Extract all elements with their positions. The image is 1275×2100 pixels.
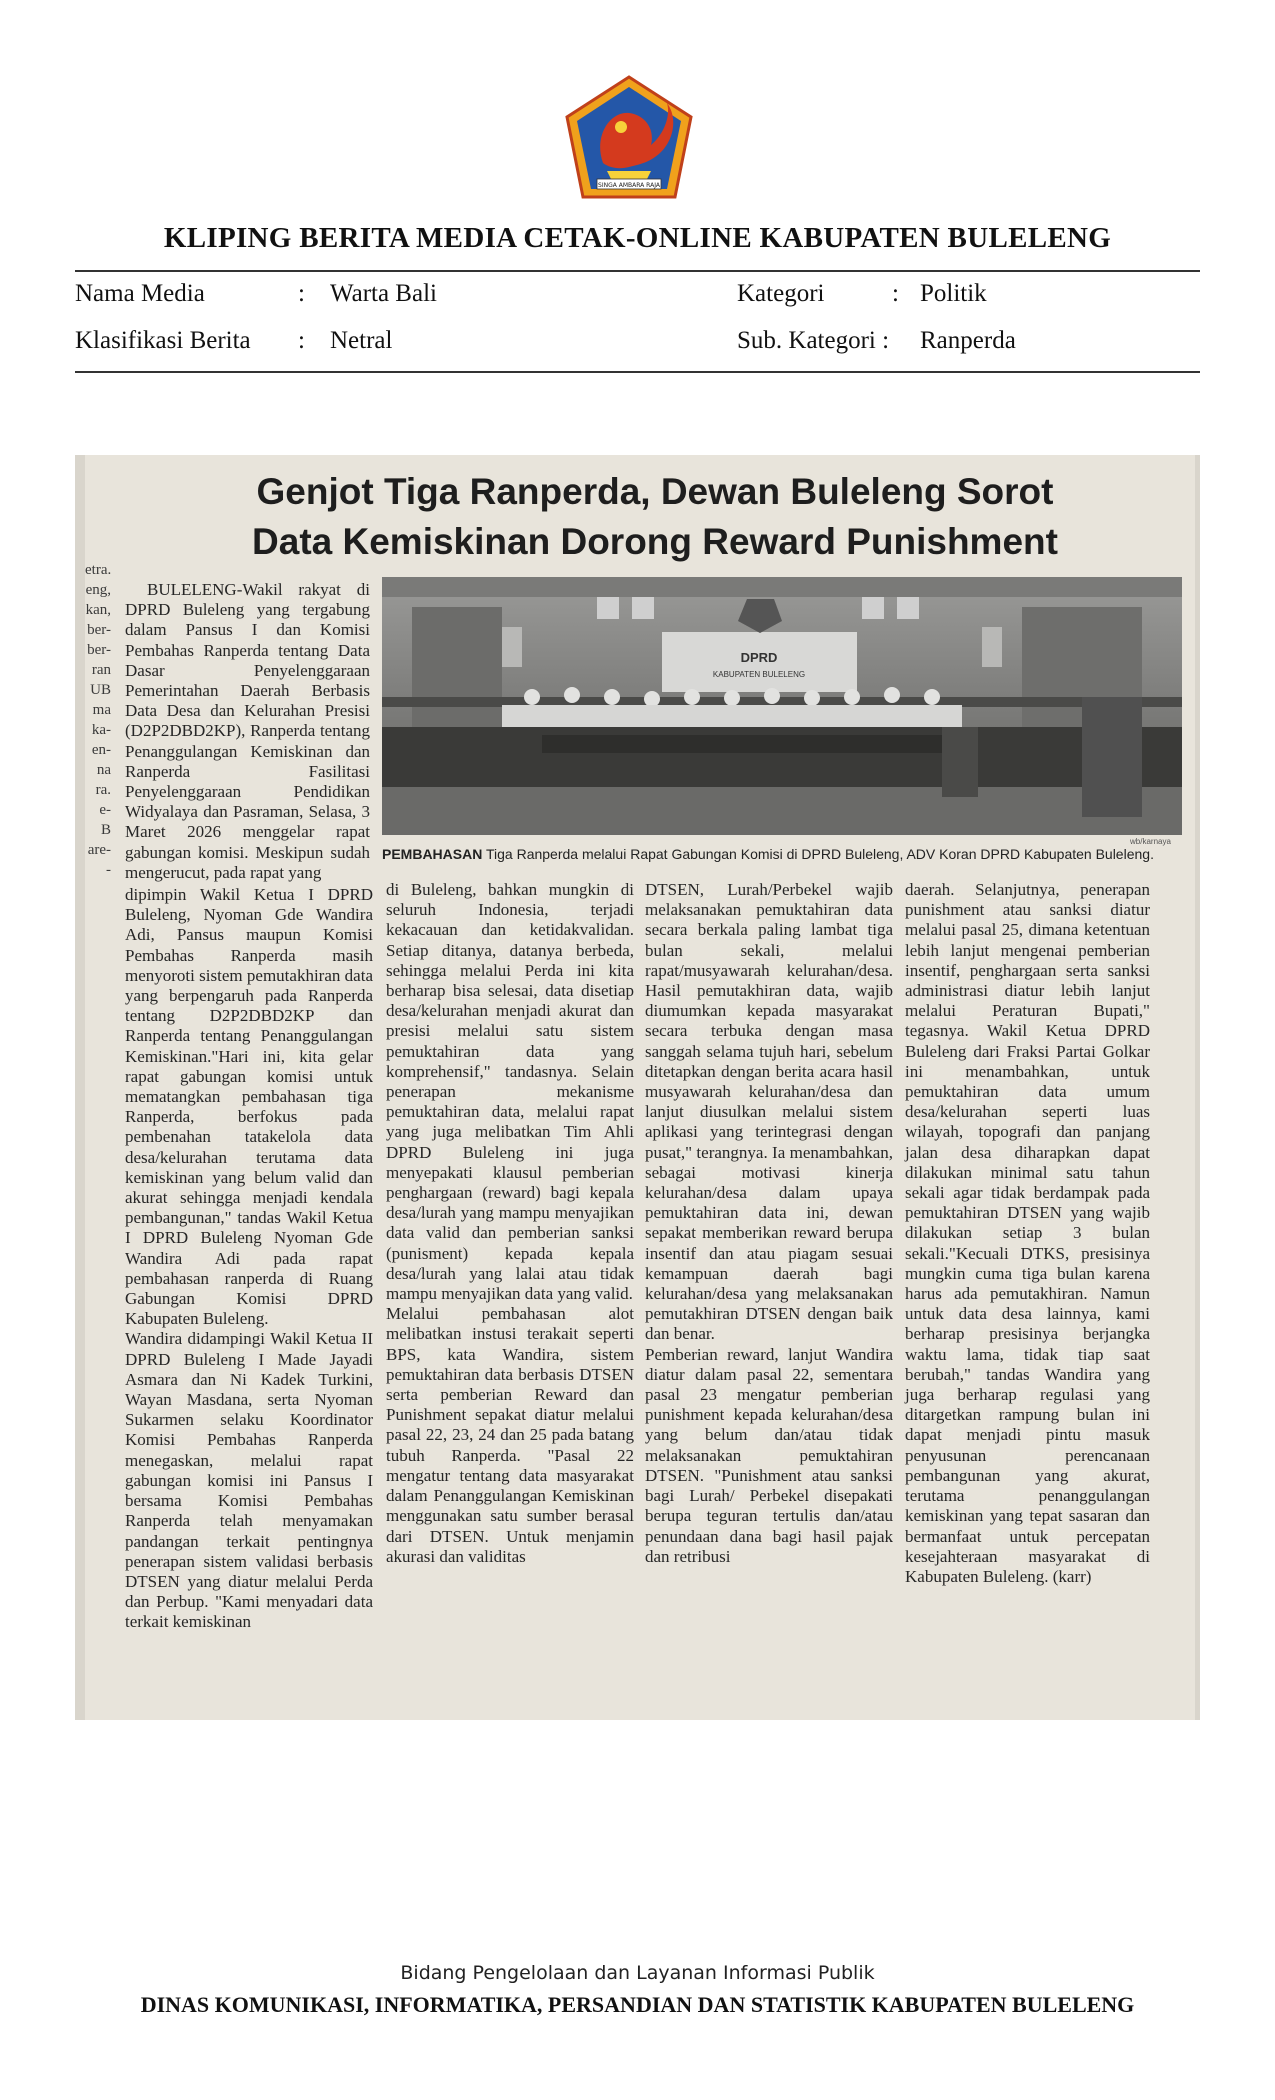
headline-line-1: Genjot Tiga Ranperda, Dewan Buleleng Sorot	[256, 471, 1054, 512]
article-column-1-top: BULELENG-Wakil rakyat di DPRD Buleleng yang tergabung dalam Pansus I dan Komisi Pembahas Ranperda tentang Data Dasar Penyelenggaraan Pemerintahan Daerah Berbasis Data Desa dan Kelurahan Presisi (D2P2DBD2KP), Ranperda tentang Penanggulangan Kemiskinan dan Ranperda Fasilitasi Penyelenggaraan Pendidikan Widyalaya dan Pasraman, Selasa, 3 Maret 2026 menggelar rapat gabungan komisi. Meskipun sudah mengerucut, pada rapat yang	[125, 580, 370, 882]
newspaper-page	[85, 455, 1195, 1720]
article-column-4: daerah. Selanjutnya, penerapan punishment atau sanksi diatur melalui pasal 25, dimana ketentuan lebih lanjut mengenai pemberian insentif, penghargaan serta sanksi administrasi diatur lebih lanjut melalui Peraturan Bupati," tegasnya. Wakil Ketua DPRD Buleleng dari Fraksi Partai Golkar ini menambahkan, untuk pemuktahiran data umum desa/kelurahan seperti luas wilayah, topografi dan panjang jalan desa diharapkan dapat dilakukan minimal satu tahun sekali agar tidak berdampak pada pemuktahiran DTSEN yang wajib dilakukan setiap 3 bulan sekali."Kecuali DTKS, presisinya mungkin cuma tiga bulan karena harus ada pemutakhiran. Namun untuk data desa lainnya, kami berharap presisinya berjangka waktu lama, tidak tiap saat berubah," tandas Wandira yang juga berharap regulasi yang ditargetkan rampung bulan ini dapat menjadi pintu masuk penyusunan perencanaan pembangunan yang akurat, terutama penanggulangan kemiskinan yang tepat sasaran dan bermanfaat untuk percepatan kesejahteraan masyarakat di Kabupaten Buleleng. (karr)	[905, 880, 1150, 1586]
classification-value: Netral	[330, 327, 393, 354]
article-column-3: DTSEN, Lurah/Perbekel wajib melaksanakan pemuktahiran data secara berkala paling lambat tiga bulan sekali, melalui rapat/musyawarah kelurahan/desa. Hasil pemutakhiran data, wajib diumumkan kepada masyarakat secara terbuka dengan masa sanggah selama tujuh hari, sebelum ditetapkan dengan berita acara hasil musyawarah kelurahan/desa dan lanjut diusulkan melalui sistem aplikasi yang terintegrasi dengan pusat," terangnya. Ia menambahkan, sebagai motivasi kinerja kelurahan/desa dalam upaya pemuktahiran data ini, dewan sepakat memberikan reward berupa insentif dan atau piagam sesuai kemampuan daerah bagi kelurahan/desa yang melaksanakan pemutakhiran DTSEN dengan baik dan benar. Pemberian reward, lanjut Wandira diatur dalam pasal 22, sementara pasal 23 mengatur pemberian punishment kepada kelurahan/desa yang belum dan/atau tidak melaksanakan pemuktahiran DTSEN. "Punishment atau sanksi bagi Lurah/ Perbekel disepakati berupa teguran tertulis dan/atau penundaan dana bagi hasil pajak dan retribusi	[645, 880, 893, 1566]
article-column-1: dipimpin Wakil Ketua I DPRD Buleleng, Nyoman Gde Wandira Adi, Pansus maupun Komisi Pembahas Ranperda masih menyoroti sistem pemutakhiran data yang berpengaruh pada Ranperda tentang D2P2DBD2KP dan Ranperda tentang Penanggulangan Kemiskinan."Hari ini, kita gelar rapat gabungan komisi untuk mematangkan pembahasan tiga Ranperda, berfokus pada pembenahan tatakelola data desa/kelurahan terutama data kemiskinan yang belum valid dan akurat sehingga menjadi kendala pembangunan," tandas Wakil Ketua I DPRD Buleleng Nyoman Gde Wandira Adi pada rapat pembahasan ranperda di Ruang Gabungan Komisi DPRD Kabupaten Buleleng. Wandira didampingi Wakil Ketua II DPRD Buleleng I Made Jayadi Asmara dan Ni Kadek Turkini, Wayan Masdana, serta Nyoman Sukarmen selaku Koordinator Komisi Pembahas Ranperda menegaskan, melalui rapat gabungan komisi ini Pansus I bersama Komisi Pembahas Ranperda telah menyamakan pandangan terkait pentingnya penerapan sistem validasi berbasis DTSEN yang diatur melalui Perda dan Perbup. "Kami menyadari data terkait kemiskinan	[125, 885, 373, 1632]
media-colon: :	[298, 280, 305, 307]
photo-sign-dprd: DPRD	[740, 650, 778, 665]
category-value: Politik	[920, 280, 987, 307]
classification-colon: :	[298, 327, 305, 354]
category-colon: :	[892, 280, 899, 307]
logo-motto: SINGA AMBARA RAJA	[598, 182, 660, 189]
category-label: Kategori	[737, 280, 825, 307]
photo-caption	[382, 845, 1182, 864]
classification-label: Klasifikasi Berita	[75, 327, 251, 354]
document-title: KLIPING BERITA MEDIA CETAK-ONLINE KABUPATEN BULELENG	[163, 222, 1112, 254]
media-label: Nama Media	[75, 280, 205, 307]
meta-rule	[75, 371, 1200, 373]
title-rule	[75, 270, 1200, 272]
article-column-2: di Buleleng, bahkan mungkin di seluruh Indonesia, terjadi kekacauan dan ketidakvalidan. Setiap ditanya, datanya berbeda, sehingga melalui Perda ini kita berharap bisa selesai, data disetiap desa/kelurahan menjadi akurat dan presisi melalui satu sistem pemuktahiran data yang komprehensif," tandasnya. Selain penerapan mekanisme pemuktahiran data, melalui rapat yang juga melibatkan Tim Ahli DPRD Buleleng ini juga menyepakati klausul pemberian penghargaan (reward) bagi kepala desa/lurah yang mampu menyajikan data valid dan pemberian sanksi (punisment) kepada kepala desa/lurah yang lalai atau tidak mampu menyajikan data yang valid. Melalui pembahasan alot melibatkan instusi terakait seperti BPS, kata Wandira, sistem pemuktahiran data berbasis DTSEN serta pemberian Reward dan Punishment sepakat diatur melalui pasal 22, 23, 24 dan 25 pada batang tubuh Ranperda. "Pasal 22 mengatur tentang data masyarakat dalam Penanggulangan Kemiskinan menggunakan satu sumber berasal dari DTSEN. Untuk menjamin akurasi dan validitas	[386, 880, 634, 1566]
media-value: Warta Bali	[330, 280, 437, 307]
news-clipping	[75, 455, 1200, 1720]
subcategory-label: Sub. Kategori :	[737, 327, 890, 354]
meeting-photo	[382, 577, 1182, 835]
footer-agency: DINAS KOMUNIKASI, INFORMATIKA, PERSANDIAN DAN STATISTIK KABUPATEN BULELENG	[140, 1992, 1135, 2017]
photo-sign-regency: KABUPATEN BULELENG	[712, 670, 806, 679]
photo-credit: wb/karnaya	[1130, 837, 1171, 846]
caption-text: Tiga Ranperda melalui Rapat Gabungan Komisi di DPRD Buleleng, ADV Koran DPRD Kabupaten Buleleng.	[482, 846, 1154, 862]
buleleng-regency-logo	[563, 75, 695, 200]
footer-unit: Bidang Pengelolaan dan Layanan Informasi Publik	[400, 1962, 875, 1984]
caption-lead: PEMBAHASAN	[382, 846, 483, 862]
subcategory-value: Ranperda	[920, 327, 1016, 354]
adjacent-column-edge: etra. eng, kan, ber- ber- ran UB ma ka- en- na ra. e- B are- -	[85, 562, 111, 878]
article-headline	[180, 467, 1130, 567]
headline-line-2: Data Kemiskinan Dorong Reward Punishment	[252, 521, 1058, 562]
